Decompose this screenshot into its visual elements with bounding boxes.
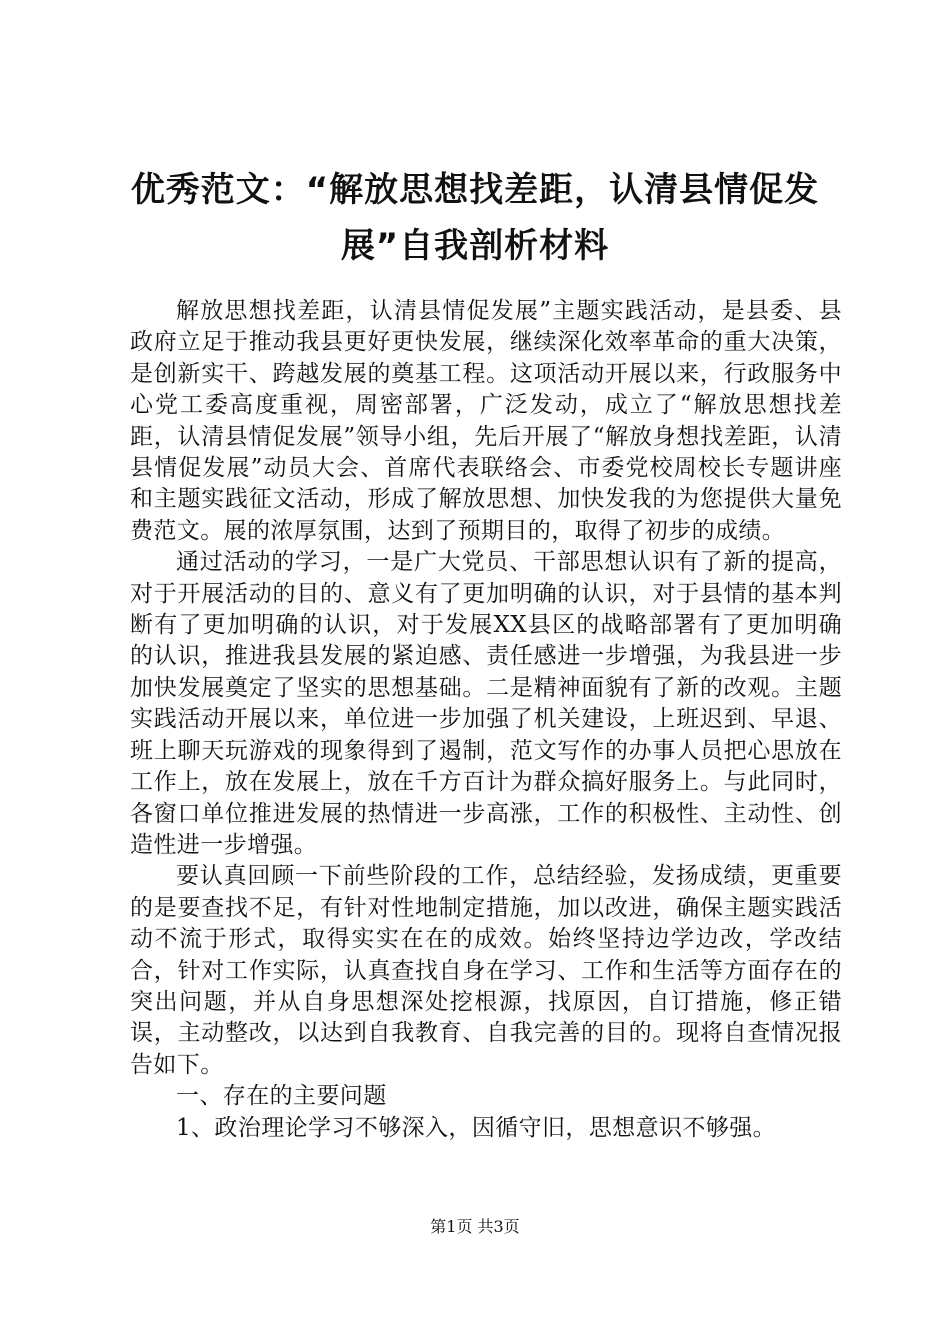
document-body xyxy=(130,296,842,1144)
list-item: 1、政治理论学习不够深入，因循守旧，思想意识不够强。 xyxy=(176,1114,777,1141)
page-number: 第1页 共3页 xyxy=(430,1217,520,1236)
paragraph-1: 解放思想找差距，认清县情促发展”主题实践活动，是县委、县政府立足于推动我县更好更快发展，继续深化效率革命的重大决策，是创新实干、跨越发展的奠基工程。这项活动开展以来，行政服务中心党工委高度重视，周密部署，广泛发动，成立了“解放思想找差距，认清县情促发展”领导小组，先后开展了“解放身想找差距，认清县情促发展”动员大会、首席代表联络会、市委党校周校长专题讲座和主题实践征文活动，形成了解放思想、加快发我的为您提供大量免费范文。展的浓厚氛围，达到了预期目的，取得了初步的成绩。 xyxy=(130,298,842,544)
section-heading: 一、存在的主要问题 xyxy=(176,1083,387,1110)
document-title: 优秀范文：“解放思想找差距，认清县情促发展”自我剖析材料 xyxy=(130,170,820,266)
paragraph-2: 通过活动的学习，一是广大党员、干部思想认识有了新的提高，对于开展活动的目的、意义有了更加明确的认识，对于县情的基本判断有了更加明确的认识，对于发展XX县区的战略部署有了更加明确的认识，推进我县发展的紧迫感、责任感进一步增强，为我县进一步加快发展奠定了坚实的思想基础。二是精神面貌有了新的改观。主题实践活动开展以来，单位进一步加强了机关建设，上班迟到、早退、班上聊天玩游戏的现象得到了遏制，范文写作的办事人员把心思放在工作上，放在发展上，放在千方百计为群众搞好服务上。与此同时，各窗口单位推进发展的热情进一步高涨，工作的积极性、主动性、创造性进一步增强。 xyxy=(130,549,842,858)
paragraph-3: 要认真回顾一下前些阶段的工作，总结经验，发扬成绩，更重要的是要查找不足，有针对性地制定措施，加以改进，确保主题实践活动不流于形式，取得实实在在的成效。始终坚持边学边改，学改结合，针对工作实际，认真查找自身在学习、工作和生活等方面存在的突出问题，并从自身思想深处挖根源，找原因，自订措施，修正错误，主动整改，以达到自我教育、自我完善的目的。现将自查情况报告如下。 xyxy=(130,863,842,1078)
